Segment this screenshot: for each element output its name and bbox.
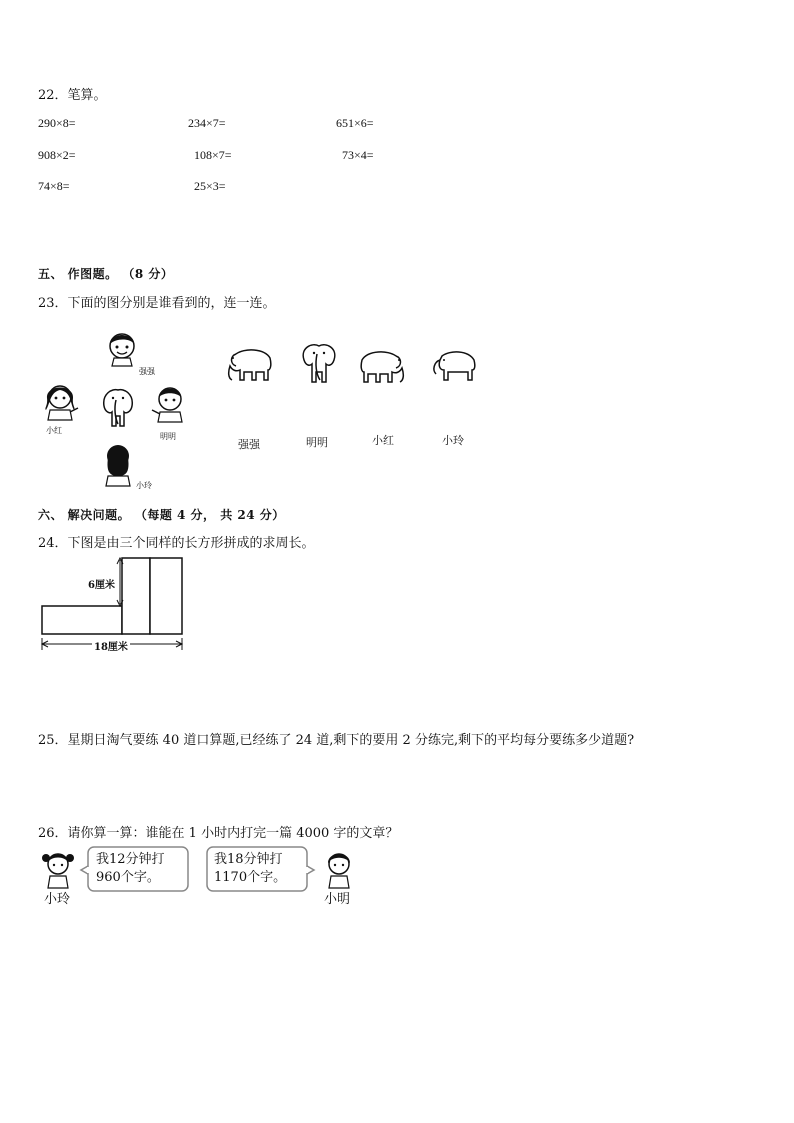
calc-problem: 25×3= xyxy=(194,179,226,193)
speech-line: 我12分钟打 xyxy=(96,852,165,867)
kid-mingming-figure xyxy=(150,384,188,424)
section5-title: 五、 作图题。 （8 分） xyxy=(38,267,174,281)
speech-line: 我18分钟打 xyxy=(214,852,283,867)
q25-title: 25．星期日淘气要练 40 道口算题,已经练了 24 道,剩下的要用 2 分练完,剩下的平均每分要练多少道题? xyxy=(38,733,635,748)
q23-title: 23．下面的图分别是谁看到的，连一连。 xyxy=(38,296,276,311)
answer-label-qiangqiang: 强强 xyxy=(238,438,260,451)
elephant-side-view-right-icon xyxy=(358,348,410,386)
height-dimension-label: 6厘米 xyxy=(88,576,115,591)
q26-title: 26．请你算一算：谁能在 1 小时内打完一篇 4000 字的文章？ xyxy=(38,826,399,841)
calc-problem: 651×6= xyxy=(336,116,374,130)
girl-xiaoling-figure xyxy=(42,850,74,890)
elephant-center-figure xyxy=(96,386,140,430)
scene-label-xiaohong: 小红 xyxy=(46,426,62,435)
section6-title: 六、 解决问题。 （每题 4 分， 共 24 分） xyxy=(38,508,285,522)
scene-label-xiaoling: 小玲 xyxy=(136,481,152,490)
calc-problem: 234×7= xyxy=(188,116,226,130)
scene-label-qiangqiang: 强强 xyxy=(139,367,155,376)
speech-line: 1170个字。 xyxy=(214,870,287,885)
q24-title: 24．下图是由三个同样的长方形拼成的求周长。 xyxy=(38,536,315,551)
answer-label-mingming: 明明 xyxy=(306,436,328,449)
width-dimension-label: 18厘米 xyxy=(92,638,130,653)
calc-problem: 73×4= xyxy=(342,148,374,162)
speech-line: 960个字。 xyxy=(96,870,160,885)
calc-problem: 108×7= xyxy=(194,148,232,162)
kid-qiangqiang-figure xyxy=(104,330,140,366)
calc-problem: 290×8= xyxy=(38,116,76,130)
answer-label-xiaoling: 小玲 xyxy=(442,434,464,447)
kid-xiaohong-figure xyxy=(42,382,80,422)
elephant-side-view-left-icon xyxy=(222,346,274,384)
boy-xiaoming-figure xyxy=(322,850,356,890)
speaker-name-xiaoming: 小明 xyxy=(324,892,351,907)
calc-problem: 74×8= xyxy=(38,179,70,193)
elephant-back-view-icon xyxy=(430,346,478,384)
speaker-name-xiaoling: 小玲 xyxy=(44,892,71,907)
q22-title: 22．笔算。 xyxy=(38,88,107,103)
elephant-front-view-icon xyxy=(298,342,340,386)
scene-label-mingming: 明明 xyxy=(160,432,176,441)
answer-label-xiaohong: 小红 xyxy=(372,434,394,447)
calc-problem: 908×2= xyxy=(38,148,76,162)
kid-xiaoling-figure xyxy=(100,442,136,488)
